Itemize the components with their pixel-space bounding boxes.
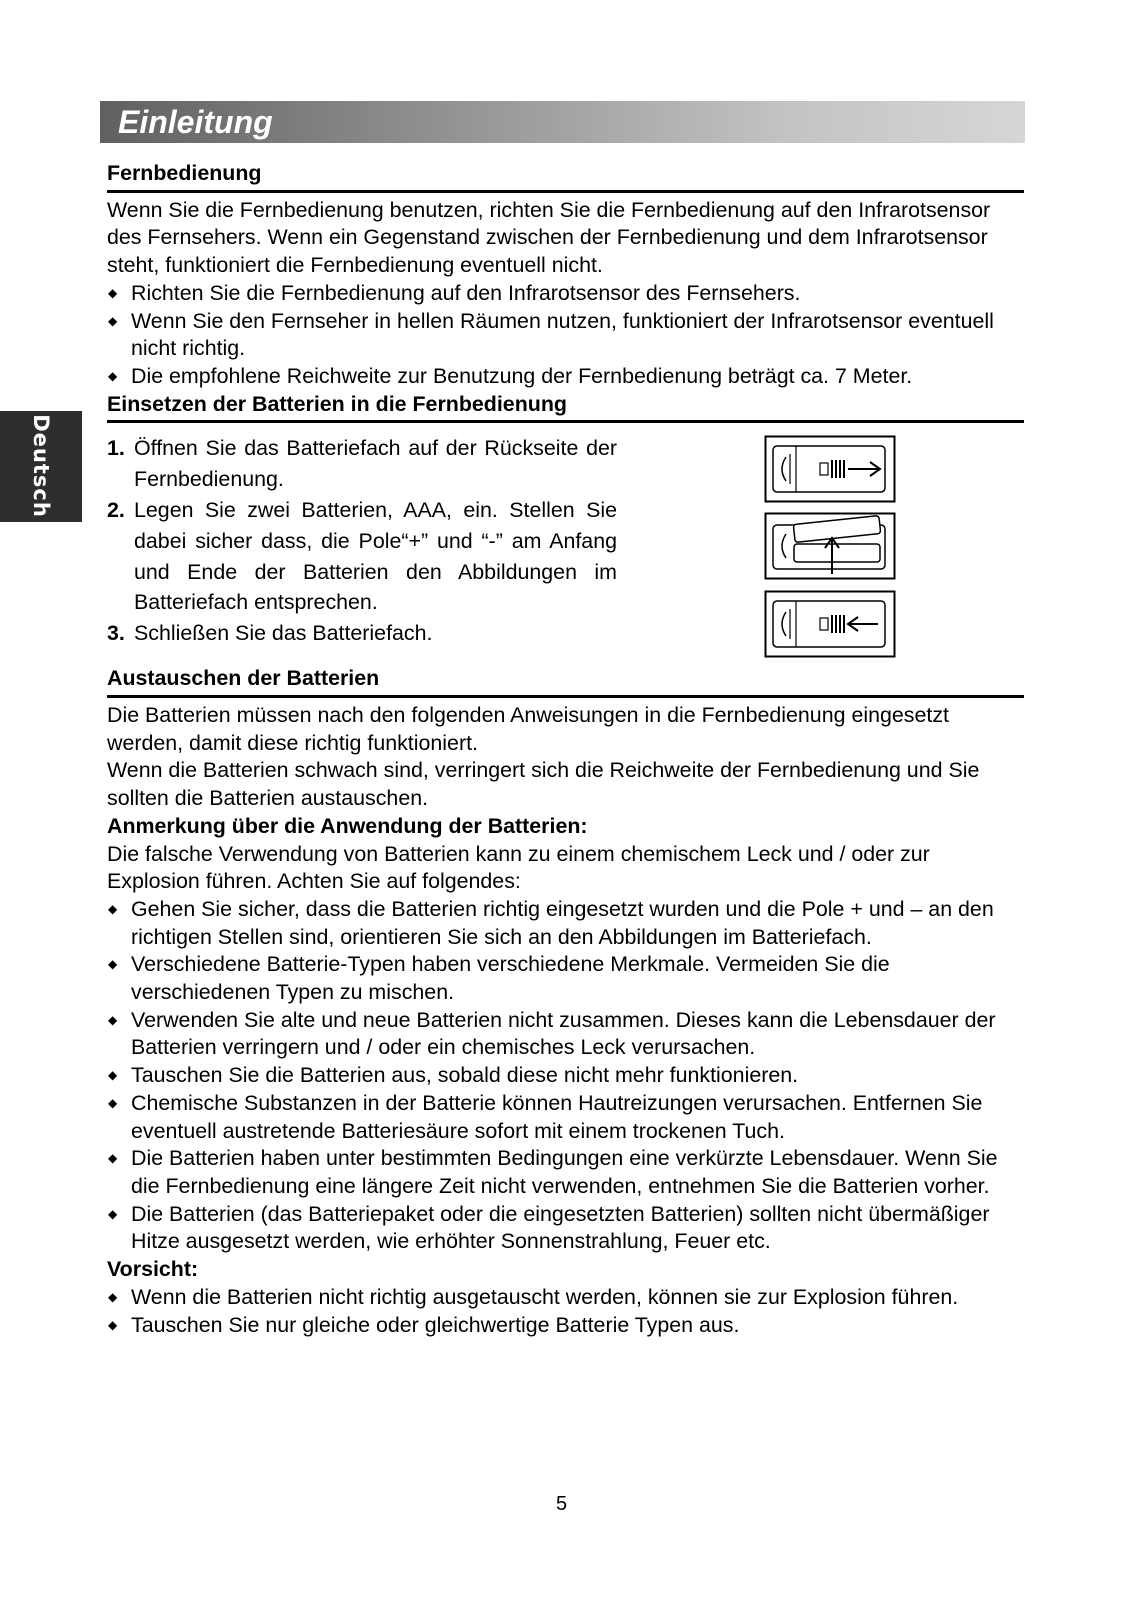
battery-close-illustration	[764, 590, 896, 658]
page-number: 5	[555, 1493, 568, 1515]
remote-intro: Wenn Sie die Fernbedienung benutzen, richten Sie die Fernbedienung auf den Infrarotsensor des Fernsehers. Wenn ein Gegenstand zwischen der Fernbedienung und dem Infrarotsensor steht, funktioniert die Fernbedienung eventuell nicht.	[107, 197, 991, 278]
battery-insert-illustration	[764, 512, 896, 580]
step-number: 2.	[107, 497, 125, 522]
language-tab	[0, 411, 82, 522]
step-text: Schließen Sie das Batteriefach.	[134, 621, 433, 646]
insert-steps	[107, 427, 617, 649]
step-text: Öffnen Sie das Batteriefach auf der Rückseite der Fernbedienung.	[134, 436, 617, 492]
note-bullet: ◆ Chemische Substanzen in der Batterie können Hautreizungen verursachen. Entfernen Sie eventuell austretende Batteriesäure sofort mit einem trockenen Tuch.	[107, 1090, 1025, 1145]
heading-rule	[107, 420, 1024, 423]
replace-paragraph: Wenn die Batterien schwach sind, verringert sich die Reichweite der Fernbedienung und Sie sollten die Batterien austauschen.	[107, 758, 980, 811]
remote-bullet: ◆ Richten Sie die Fernbedienung auf den Infrarotsensor des Fernsehers.	[107, 280, 1025, 308]
note-bullet: ◆ Gehen Sie sicher, dass die Batterien richtig eingesetzt wurden und die Pole + und – an den richtigen Stellen sind, orientieren Sie sich an den Abbildungen im Batteriefach.	[107, 896, 1025, 951]
caution-bullet: ◆ Wenn die Batterien nicht richtig ausgetauscht werden, können sie zur Explosion führen.	[107, 1284, 1025, 1312]
caution-bullet: ◆ Tauschen Sie nur gleiche oder gleichwertige Batterie Typen aus.	[107, 1312, 1025, 1340]
step-number: 3.	[107, 621, 125, 646]
heading-rule	[107, 695, 1024, 698]
note-bullet: ◆ Die Batterien haben unter bestimmten Bedingungen eine verkürzte Lebensdauer. Wenn Sie die Fernbedienung eine längere Zeit nicht verwenden, entnehmen Sie die Batterien vorher.	[107, 1145, 1025, 1200]
heading-rule	[107, 190, 1024, 193]
heading-battery-note: Anmerkung über die Anwendung der Batterien:	[107, 813, 588, 838]
remote-bullet: ◆ Die empfohlene Reichweite zur Benutzung der Fernbedienung beträgt ca. 7 Meter.	[107, 363, 1025, 391]
replace-paragraph: Die Batterien müssen nach den folgenden Anweisungen in die Fernbedienung eingesetzt werden, damit diese richtig funktioniert.	[107, 703, 949, 755]
section-title: Einleitung	[118, 104, 273, 140]
note-bullet: ◆ Verschiedene Batterie-Typen haben verschiedene Merkmale. Vermeiden Sie die verschiedenen Typen zu mischen.	[107, 951, 1025, 1006]
insert-step	[107, 618, 617, 649]
heading-remote: Fernbedienung	[107, 161, 262, 185]
step-number: 1.	[107, 436, 125, 461]
battery-insert-section	[107, 427, 1025, 665]
heading-insert-batteries: Einsetzen der Batterien in die Fernbedienung	[107, 391, 567, 416]
note-bullet: ◆ Tauschen Sie die Batterien aus, sobald diese nicht mehr funktionieren.	[107, 1062, 1025, 1090]
remote-bullet: ◆ Wenn Sie den Fernseher in hellen Räumen nutzen, funktioniert der Infrarotsensor eventuell nicht richtig.	[107, 308, 1025, 363]
heading-caution: Vorsicht:	[107, 1257, 199, 1282]
note-intro: Die falsche Verwendung von Batterien kann zu einem chemischem Leck und / oder zur Explosion führen. Achten Sie auf folgendes:	[107, 841, 930, 894]
note-bullet: ◆ Verwenden Sie alte und neue Batterien nicht zusammen. Dieses kann die Lebensdauer der Batterien verringern und / oder ein chemisches Leck verursachen.	[107, 1007, 1025, 1062]
insert-step	[107, 433, 617, 495]
section-banner	[100, 101, 1025, 143]
language-tab-label: Deutsch	[29, 414, 53, 518]
step-text: Legen Sie zwei Batterien, AAA, ein. Stellen Sie dabei sicher dass, die Pole“+” und “-” am Anfang und Ende der Batterien den Abbildungen im Batteriefach entsprechen.	[134, 497, 617, 615]
insert-step	[107, 495, 617, 618]
page-content	[107, 160, 1025, 1339]
note-bullet: ◆ Die Batterien (das Batteriepaket oder die eingesetzten Batterien) sollten nicht übermäßiger Hitze ausgesetzt werden, wie erhöhter Sonnenstrahlung, Feuer etc.	[107, 1201, 1025, 1256]
battery-open-illustration	[764, 435, 896, 503]
heading-replace-batteries: Austauschen der Batterien	[107, 666, 380, 691]
